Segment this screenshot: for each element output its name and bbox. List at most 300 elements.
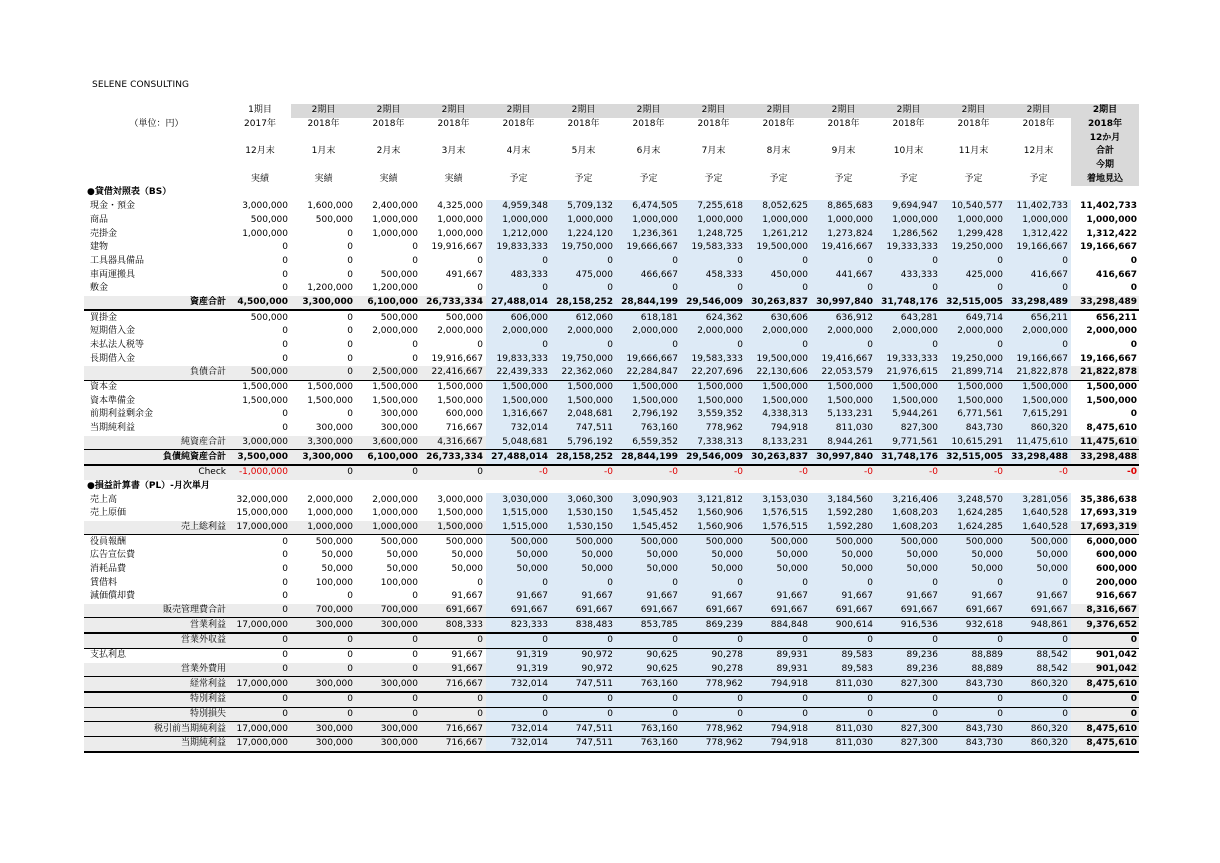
header-cell: 予定 <box>639 173 658 184</box>
value-cell: 300,000 <box>380 409 418 420</box>
value-cell: 90,972 <box>551 648 616 662</box>
value-cell: 91,667 <box>486 590 551 604</box>
header-blank <box>84 131 229 145</box>
value-cell: 500,000 <box>250 312 288 323</box>
value-cell: 0 <box>876 282 941 296</box>
value-cell: 0 <box>941 339 1006 353</box>
value-cell: 19,250,000 <box>941 352 1006 366</box>
value-cell: 5,709,132 <box>551 200 616 214</box>
value-cell: -0 <box>616 465 681 480</box>
value-cell: 600,000 <box>1096 564 1137 575</box>
value-cell: 612,060 <box>551 310 616 325</box>
value-cell: 19,333,333 <box>876 352 941 366</box>
value-cell: 17,000,000 <box>229 722 291 737</box>
value-cell: 0 <box>616 707 681 722</box>
value-cell: 0 <box>421 465 486 480</box>
value-cell: 0 <box>551 255 616 269</box>
value-cell: 31,748,176 <box>876 450 941 465</box>
header-cell: 12月末 <box>245 146 275 157</box>
value-cell: 17,000,000 <box>229 618 291 633</box>
value-cell: 0 <box>347 269 353 280</box>
value-cell: 1,000,000 <box>876 214 941 228</box>
value-cell: 656,211 <box>1096 312 1137 323</box>
header-cell: 2期目 <box>291 104 356 118</box>
value-cell: 50,000 <box>681 563 746 577</box>
value-cell: 8,475,610 <box>1071 736 1139 751</box>
value-cell: 4,316,667 <box>421 436 486 450</box>
value-cell: 500,000 <box>551 535 616 549</box>
row-label: 当期純利益 <box>90 423 136 434</box>
row-label: 売上原価 <box>90 508 127 519</box>
value-cell: 0 <box>941 576 1006 590</box>
value-cell: 19,916,667 <box>431 353 483 364</box>
header-cell <box>291 159 356 173</box>
value-cell: 0 <box>1006 633 1071 648</box>
header-row <box>84 145 1139 159</box>
header-cell: 予定 <box>834 173 853 184</box>
section-title: ●損益計算書（PL）-月次単月 <box>87 480 210 491</box>
value-cell: 3,000,000 <box>229 436 291 450</box>
value-cell: 0 <box>746 576 811 590</box>
value-cell: 2,000,000 <box>486 325 551 339</box>
value-cell: 5,048,681 <box>486 436 551 450</box>
value-cell: 1,500,000 <box>681 394 746 408</box>
value-cell: 0 <box>811 633 876 648</box>
value-cell: 0 <box>616 282 681 296</box>
value-cell: 0 <box>291 663 356 677</box>
value-cell: 8,475,610 <box>1071 677 1139 692</box>
table-row <box>84 633 1139 648</box>
value-cell: 0 <box>282 577 288 588</box>
value-cell: 0 <box>486 282 551 296</box>
value-cell: 0 <box>876 255 941 269</box>
value-cell: 0 <box>1006 339 1071 353</box>
value-cell: 0 <box>356 663 421 677</box>
value-cell: 860,320 <box>1006 736 1071 751</box>
value-cell: 90,625 <box>616 648 681 662</box>
value-cell: 0 <box>616 339 681 353</box>
value-cell: 1,608,203 <box>876 521 941 535</box>
table-row <box>84 282 1139 296</box>
value-cell: 2,000,000 <box>811 325 876 339</box>
value-cell: 2,400,000 <box>372 201 418 212</box>
header-cell: 2017年 <box>244 119 276 130</box>
value-cell: 1,236,361 <box>616 227 681 241</box>
value-cell: 1,500,000 <box>941 380 1006 394</box>
value-cell: 0 <box>412 340 418 351</box>
table-row <box>84 535 1139 549</box>
value-cell: 1,500,000 <box>616 380 681 394</box>
value-cell: 0 <box>229 692 291 707</box>
value-cell: 732,014 <box>486 736 551 751</box>
value-cell: -0 <box>746 465 811 480</box>
table-row <box>84 408 1139 422</box>
value-cell: 1,640,528 <box>1006 521 1071 535</box>
value-cell: 50,000 <box>616 563 681 577</box>
header-cell: 11月末 <box>958 146 989 157</box>
value-cell: 843,730 <box>941 736 1006 751</box>
value-cell: 1,500,000 <box>372 395 418 406</box>
value-cell: 483,333 <box>486 268 551 282</box>
value-cell: 2,000,000 <box>746 325 811 339</box>
table-row <box>84 677 1139 692</box>
header-cell: 2018年 <box>567 119 600 130</box>
value-cell: 19,583,333 <box>681 352 746 366</box>
value-cell: 3,000,000 <box>242 201 288 212</box>
value-cell: 1,500,000 <box>616 394 681 408</box>
header-cell: 着地見込 <box>1071 172 1139 186</box>
value-cell: 900,614 <box>811 618 876 633</box>
value-cell: 17,693,319 <box>1071 521 1139 535</box>
value-cell: 32,515,005 <box>941 450 1006 465</box>
header-blank <box>84 104 229 118</box>
value-cell: 31,748,176 <box>876 296 941 311</box>
value-cell: 732,014 <box>486 422 551 436</box>
value-cell: 21,822,878 <box>1071 366 1139 380</box>
value-cell: -0 <box>811 465 876 480</box>
value-cell: 700,000 <box>291 604 356 618</box>
value-cell: 0 <box>681 692 746 707</box>
value-cell: 1,608,203 <box>876 507 941 521</box>
value-cell: 1,576,515 <box>746 507 811 521</box>
row-label: 支払利息 <box>90 650 127 661</box>
value-cell: 26,733,334 <box>421 450 486 465</box>
value-cell: 1,000,000 <box>372 508 418 519</box>
value-cell: 425,000 <box>941 268 1006 282</box>
value-cell: 0 <box>486 255 551 269</box>
value-cell: 630,606 <box>746 310 811 325</box>
value-cell: 716,667 <box>445 423 483 434</box>
value-cell: 0 <box>347 409 353 420</box>
table-row <box>84 380 1139 394</box>
value-cell: 9,376,652 <box>1071 618 1139 633</box>
value-cell: 763,160 <box>616 422 681 436</box>
value-cell: 28,158,252 <box>551 450 616 465</box>
value-cell: 3,300,000 <box>291 436 356 450</box>
value-cell: 29,546,009 <box>681 296 746 311</box>
header-cell: 2期目 <box>681 104 746 118</box>
value-cell: 3,121,812 <box>681 493 746 507</box>
value-cell: 747,511 <box>551 722 616 737</box>
value-cell: 1,500,000 <box>876 394 941 408</box>
row-label: 未払法人税等 <box>90 340 145 351</box>
header-cell: 予定 <box>574 173 593 184</box>
value-cell: 811,030 <box>811 677 876 692</box>
value-cell: 90,972 <box>551 663 616 677</box>
value-cell: 0 <box>876 633 941 648</box>
value-cell: 0 <box>941 692 1006 707</box>
value-cell: 716,667 <box>421 677 486 692</box>
header-cell <box>551 159 616 173</box>
header-cell <box>1006 159 1071 173</box>
value-cell: 1,500,000 <box>681 380 746 394</box>
header-cell: 1期目 <box>248 105 272 116</box>
value-cell: 853,785 <box>616 618 681 633</box>
row-label: 営業利益 <box>84 618 229 633</box>
value-cell: 30,263,837 <box>746 450 811 465</box>
row-label: 経常利益 <box>84 677 229 692</box>
value-cell: 1,000,000 <box>372 214 418 225</box>
value-cell: -0 <box>876 465 941 480</box>
value-cell: 827,300 <box>876 736 941 751</box>
value-cell: 0 <box>282 326 288 337</box>
value-cell: 794,918 <box>746 422 811 436</box>
value-cell: 1,500,000 <box>307 382 353 393</box>
value-cell: 500,000 <box>380 312 418 323</box>
value-cell: 0 <box>811 282 876 296</box>
value-cell: 300,000 <box>291 677 356 692</box>
header-cell: 2018年 <box>697 119 730 130</box>
header-cell: 2期目 <box>421 104 486 118</box>
value-cell: 691,667 <box>811 604 876 618</box>
value-cell: 0 <box>356 633 421 648</box>
value-cell: 300,000 <box>356 722 421 737</box>
value-cell: 19,750,000 <box>551 241 616 255</box>
header-cell <box>421 159 486 173</box>
value-cell: 22,416,667 <box>421 366 486 380</box>
value-cell: 1,500,000 <box>486 380 551 394</box>
table-row <box>84 722 1139 737</box>
value-cell: 1,500,000 <box>1006 394 1071 408</box>
value-cell: 0 <box>477 283 483 294</box>
header-cell: 実績 <box>314 173 333 184</box>
value-cell: 6,100,000 <box>356 450 421 465</box>
value-cell: 21,976,615 <box>876 366 941 380</box>
value-cell: 2,000,000 <box>1006 325 1071 339</box>
value-cell: 1,316,667 <box>486 408 551 422</box>
value-cell: 1,500,000 <box>437 395 483 406</box>
value-cell: 747,511 <box>551 677 616 692</box>
value-cell: 5,796,192 <box>551 436 616 450</box>
value-cell: 33,298,488 <box>1071 450 1139 465</box>
value-cell: 0 <box>876 707 941 722</box>
value-cell: 28,844,199 <box>616 450 681 465</box>
value-cell: 843,730 <box>941 722 1006 737</box>
value-cell: 0 <box>347 340 353 351</box>
header-cell: 2期目 <box>941 104 1006 118</box>
value-cell: 50,000 <box>551 563 616 577</box>
value-cell: 716,667 <box>421 736 486 751</box>
value-cell: 3,559,352 <box>681 408 746 422</box>
header-cell: 9月末 <box>831 146 856 157</box>
value-cell: 2,000,000 <box>372 326 418 337</box>
value-cell: 0 <box>1071 633 1139 648</box>
value-cell: 19,250,000 <box>941 241 1006 255</box>
value-cell: 458,333 <box>681 268 746 282</box>
value-cell: 732,014 <box>486 722 551 737</box>
value-cell: 0 <box>229 604 291 618</box>
value-cell: 0 <box>616 255 681 269</box>
value-cell: 794,918 <box>746 677 811 692</box>
value-cell: 1,000,000 <box>811 214 876 228</box>
value-cell: 0 <box>356 465 421 480</box>
value-cell: 691,667 <box>1006 604 1071 618</box>
value-cell: 22,207,696 <box>681 366 746 380</box>
value-cell: 0 <box>486 576 551 590</box>
value-cell: 433,333 <box>876 268 941 282</box>
value-cell: 0 <box>616 692 681 707</box>
value-cell: 0 <box>1130 283 1137 294</box>
header-cell <box>229 131 291 145</box>
value-cell: -0 <box>941 465 1006 480</box>
value-cell: 860,320 <box>1006 722 1071 737</box>
header-cell <box>551 131 616 145</box>
value-cell: 794,918 <box>746 736 811 751</box>
value-cell: 0 <box>876 339 941 353</box>
header-cell <box>941 159 1006 173</box>
value-cell: 1,286,562 <box>876 227 941 241</box>
value-cell: 0 <box>811 339 876 353</box>
value-cell: 1,624,285 <box>941 507 1006 521</box>
value-cell: 500,000 <box>445 312 483 323</box>
value-cell: 1,530,150 <box>551 507 616 521</box>
value-cell: 0 <box>941 255 1006 269</box>
value-cell: 0 <box>347 353 353 364</box>
row-label: 営業外収益 <box>84 633 229 648</box>
header-cell: 予定 <box>1029 173 1048 184</box>
value-cell: 778,962 <box>681 722 746 737</box>
value-cell: 8,475,610 <box>1086 423 1137 434</box>
value-cell: 19,666,667 <box>616 241 681 255</box>
value-cell: 91,667 <box>811 590 876 604</box>
value-cell: 19,666,667 <box>616 352 681 366</box>
value-cell: 1,500,000 <box>811 394 876 408</box>
value-cell: 827,300 <box>876 722 941 737</box>
value-cell: 1,000,000 <box>291 521 356 535</box>
value-cell: 50,000 <box>386 550 418 561</box>
value-cell: 1,500,000 <box>1086 382 1137 393</box>
value-cell: 1,500,000 <box>551 394 616 408</box>
value-cell: 50,000 <box>451 550 483 561</box>
value-cell: 19,166,667 <box>1080 242 1137 253</box>
value-cell: 2,000,000 <box>1086 326 1137 337</box>
value-cell: 1,500,000 <box>811 380 876 394</box>
row-label: 前期利益剰余金 <box>90 409 154 420</box>
header-cell: 2期目 <box>356 104 421 118</box>
value-cell: 28,844,199 <box>616 296 681 311</box>
value-cell: 691,667 <box>941 604 1006 618</box>
header-cell: 2期目 <box>811 104 876 118</box>
value-cell: 500,000 <box>380 536 418 547</box>
value-cell: 500,000 <box>746 535 811 549</box>
value-cell: 19,416,667 <box>811 241 876 255</box>
value-cell: 6,559,352 <box>616 436 681 450</box>
table-row <box>84 450 1139 465</box>
value-cell: 500,000 <box>250 214 288 225</box>
value-cell: 0 <box>347 591 353 602</box>
value-cell: 3,000,000 <box>437 494 483 505</box>
value-cell: 600,000 <box>1096 550 1137 561</box>
value-cell: 1,576,515 <box>746 521 811 535</box>
value-cell: 0 <box>229 633 291 648</box>
value-cell: 0 <box>681 576 746 590</box>
table-row <box>84 549 1139 563</box>
table-row <box>84 214 1139 228</box>
value-cell: 88,542 <box>1006 663 1071 677</box>
value-cell: 2,000,000 <box>551 325 616 339</box>
value-cell: 17,000,000 <box>229 521 291 535</box>
value-cell: 643,281 <box>876 310 941 325</box>
value-cell: 747,511 <box>551 736 616 751</box>
value-cell: 50,000 <box>681 549 746 563</box>
header-cell: 2期目 <box>876 104 941 118</box>
value-cell: 50,000 <box>451 564 483 575</box>
value-cell: 1,515,000 <box>486 521 551 535</box>
value-cell: 860,320 <box>1006 422 1071 436</box>
header-cell <box>941 131 1006 145</box>
value-cell: 90,278 <box>681 648 746 662</box>
table-row <box>84 352 1139 366</box>
value-cell: 7,255,618 <box>681 200 746 214</box>
value-cell: 50,000 <box>811 563 876 577</box>
value-cell: 0 <box>941 707 1006 722</box>
row-label: 売掛金 <box>90 228 118 239</box>
header-cell <box>291 131 356 145</box>
header-cell: 2期目 <box>551 104 616 118</box>
value-cell: 0 <box>282 353 288 364</box>
value-cell: 15,000,000 <box>236 508 288 519</box>
value-cell: 1,312,422 <box>1086 228 1137 239</box>
value-cell: 0 <box>282 423 288 434</box>
value-cell: 0 <box>551 633 616 648</box>
value-cell: 691,667 <box>616 604 681 618</box>
value-cell: 300,000 <box>291 736 356 751</box>
value-cell: 33,298,489 <box>1071 296 1139 311</box>
value-cell: 50,000 <box>386 564 418 575</box>
value-cell: 0 <box>282 536 288 547</box>
value-cell: 21,899,714 <box>941 366 1006 380</box>
value-cell: 4,500,000 <box>229 296 291 311</box>
value-cell: -0 <box>486 465 551 480</box>
value-cell: 0 <box>291 366 356 380</box>
value-cell: 2,000,000 <box>941 325 1006 339</box>
value-cell: 200,000 <box>1096 577 1137 588</box>
value-cell: 691,667 <box>421 604 486 618</box>
value-cell: 30,997,840 <box>811 296 876 311</box>
value-cell: 0 <box>811 707 876 722</box>
value-cell: 3,300,000 <box>291 450 356 465</box>
value-cell: 1,560,906 <box>681 521 746 535</box>
value-cell: 50,000 <box>1006 563 1071 577</box>
value-cell: 0 <box>941 282 1006 296</box>
value-cell: 0 <box>282 564 288 575</box>
header-cell: 8月末 <box>766 146 791 157</box>
value-cell: 91,667 <box>421 663 486 677</box>
value-cell: 778,962 <box>681 677 746 692</box>
value-cell: 1,560,906 <box>681 507 746 521</box>
table-row <box>84 296 1139 311</box>
value-cell: 19,166,667 <box>1080 353 1137 364</box>
row-label: 役員報酬 <box>90 536 127 547</box>
value-cell: 763,160 <box>616 736 681 751</box>
value-cell: 1,200,000 <box>372 283 418 294</box>
value-cell: 88,889 <box>941 663 1006 677</box>
row-label: 減価償却費 <box>90 591 136 602</box>
table-row <box>84 325 1139 339</box>
value-cell: 0 <box>477 577 483 588</box>
value-cell: 0 <box>347 312 353 323</box>
value-cell: 8,865,683 <box>811 200 876 214</box>
header-cell <box>876 131 941 145</box>
header-cell <box>876 159 941 173</box>
value-cell: 618,181 <box>616 310 681 325</box>
value-cell: 649,714 <box>941 310 1006 325</box>
value-cell: 500,000 <box>380 269 418 280</box>
row-label: 販売管理費合計 <box>84 604 229 618</box>
value-cell: 1,500,000 <box>307 395 353 406</box>
value-cell: 811,030 <box>811 422 876 436</box>
value-cell: 89,583 <box>811 648 876 662</box>
